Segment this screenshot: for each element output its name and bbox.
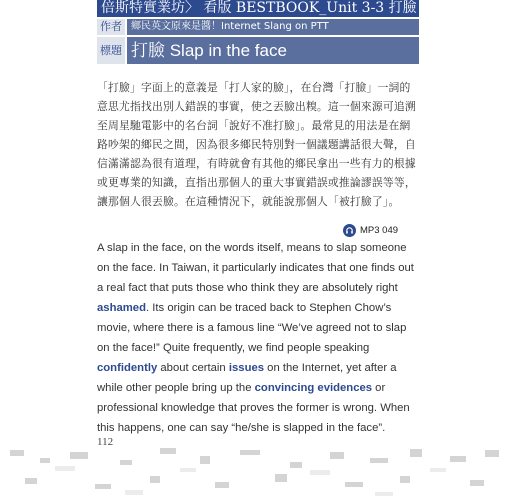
author-value: 鄉民英文原來是醬！Internet Slang on PTT xyxy=(127,19,419,35)
headphones-icon xyxy=(343,224,356,237)
english-text: or professional knowledge that proves the former is wrong. When this happens, one can say “he/she is slapped in the face”. xyxy=(97,382,410,434)
title-tag: 標題 xyxy=(97,37,125,64)
page-header xyxy=(97,0,419,64)
keyword-convincing-evidences: convincing evidences xyxy=(254,382,373,394)
english-text: on the Internet, yet after a while other people bring up the xyxy=(97,362,397,394)
keyword-ashamed: ashamed xyxy=(97,302,146,314)
audio-label: MP3 049 xyxy=(360,225,399,236)
article-title: 打臉 Slap in the face xyxy=(127,37,419,64)
chinese-paragraph: 「打臉」字面上的意義是「打人家的臉」，在台灣「打臉」一詞的意思尤指找出別人錯誤的事實，使之丟臉出糗。這一個來源可追溯至周星馳電影中的名台詞「說好不准打臉」。最常見的用法是在網路吵架的鄉民之間，因為很多鄉民特別對一個議題講話很大聲，自信滿滿認為很有道理，有時就會有其他的鄉民拿出一些有力的根據或更專業的知識，直指出那個人的重大事實錯誤或推論謬誤等等，讓那個人很丟臉。在這種情況下，就能說那個人「被打臉了」。 xyxy=(97,81,416,208)
page-number: 112 xyxy=(97,436,114,448)
author-row xyxy=(97,19,419,35)
english-text: about certain xyxy=(157,362,229,374)
keyword-issues: issues xyxy=(228,362,265,374)
english-text: . Its origin can be traced back to Stephen Chow’s movie, where there is a famous line “We’ve agreed not to slap on the face!” Quite frequently, we find people speaking xyxy=(97,302,407,354)
title-row xyxy=(97,37,419,64)
english-paragraph xyxy=(97,238,419,438)
english-text: A slap in the face, on the words itself, means to slap someone on the face. In Taiwan, it particularly indicates that one finds out a real fact that puts those who think they are absolutely right xyxy=(97,242,414,294)
scan-noise xyxy=(0,440,520,500)
author-tag: 作者 xyxy=(97,19,125,35)
keyword-confidently: confidently xyxy=(97,362,158,374)
series-title: 倍斯特實業坊〉 看版 BESTBOOK_Unit 3-3 打臉 xyxy=(97,0,419,17)
audio-track[interactable] xyxy=(343,224,398,237)
